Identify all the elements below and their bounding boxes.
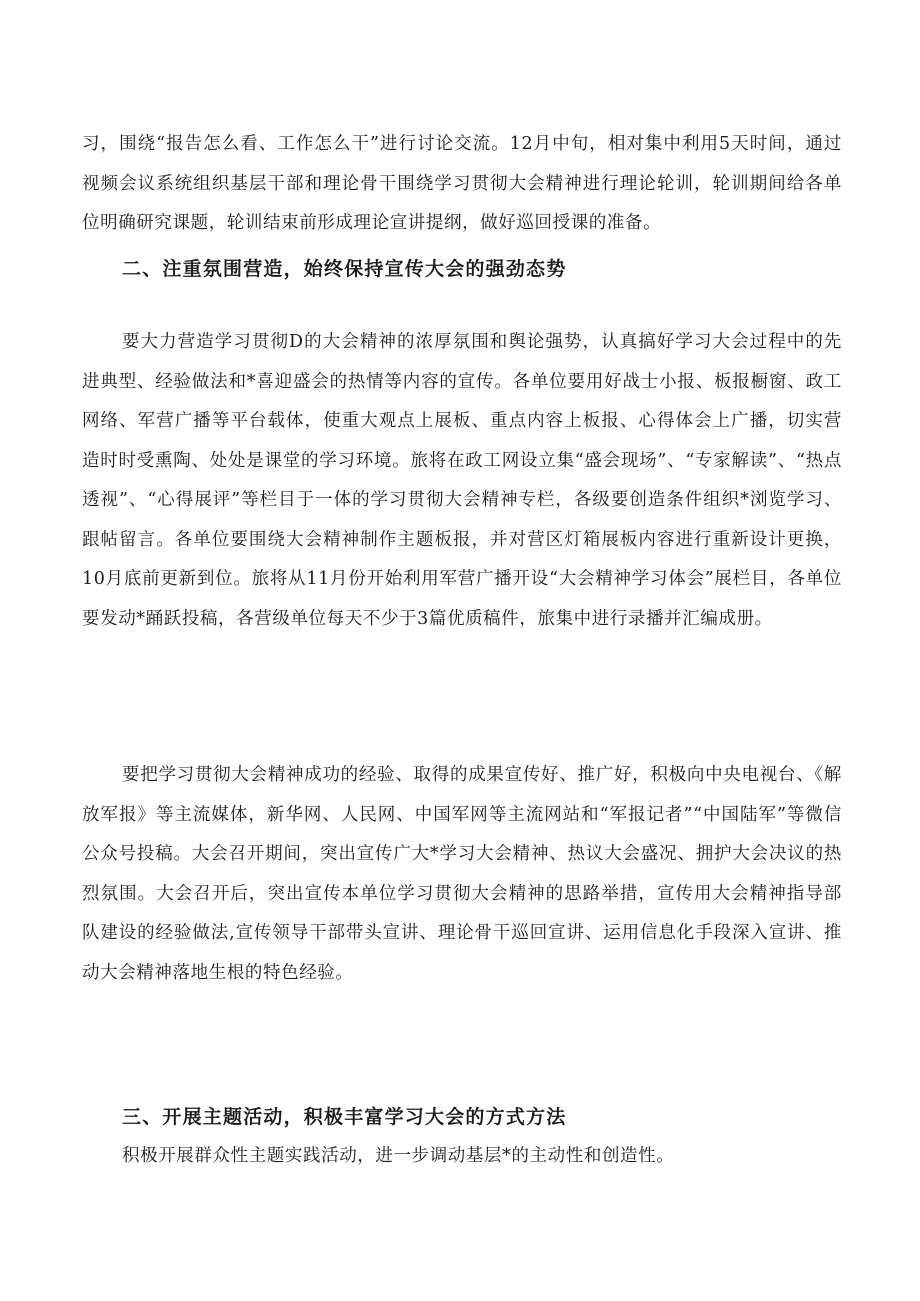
paragraph-training-arrangement: 习，围绕“报告怎么看、工作怎么干”进行讨论交流。12月中旬，相对集中利用5天时间，通过视频会议系统组织基层干部和理论骨干围绕学习贯彻大会精神进行理论轮训，轮训期间给各单位明确研究课题，轮训结束前形成理论宣讲提纲，做好巡回授课的准备。 bbox=[82, 134, 842, 233]
paragraph-atmosphere-building: 要大力营造学习贯彻D的大会精神的浓厚氛围和舆论强势，认真搞好学习大会过程中的先进典型、经验做法和*喜迎盛会的热情等内容的宣传。各单位要用好战士小报、板报橱窗、政工网络、军营广播等平台载体，使重大观点上展板、重点内容上板报、心得体会上广播，切实营造时时受熏陶、处处是课堂的学习环境。旅将在政工网设立集“盛会现场”、“专家解读”、“热点透视”、“心得展评”等栏目于一体的学习贯彻大会精神专栏，各级要创造条件组织*浏览学习、跟帖留言。各单位要围绕大会精神制作主题板报，并对营区灯箱展板内容进行重新设计更换，10月底前更新到位。旅将从11月份开始利用军营广播开设“大会精神学习体会”展栏目，各单位要发动*踊跃投稿，各营级单位每天不少于3篇优质稿件，旅集中进行录播并汇编成册。 bbox=[82, 332, 842, 629]
section-heading-theme-activities: 三、开展主题活动，积极丰富学习大会的方式方法 bbox=[122, 1106, 567, 1128]
section-heading-atmosphere: 二、注重氛围营造，始终保持宣传大会的强劲态势 bbox=[122, 258, 567, 280]
paragraph-media-promotion: 要把学习贯彻大会精神成功的经验、取得的成果宣传好、推广好，积极向中央电视台、《解放军报》等主流媒体，新华网、人民网、中国军网等主流网站和“军报记者”“中国陆军”等微信公众号投稿。大会召开期间，突出宣传广大*学习大会精神、热议大会盛况、拥护大会决议的热烈氛围。大会召开后，突出宣传本单位学习贯彻大会精神的思路举措，宣传用大会精神指导部队建设的经验做法,宣传领导干部带头宣讲、理论骨干巡回宣讲、运用信息化手段深入宣讲、推动大会精神落地生根的特色经验。 bbox=[82, 765, 842, 983]
paragraph-theme-activities: 积极开展群众性主题实践活动，进一步调动基层*的主动性和创造性。 bbox=[122, 1146, 675, 1166]
